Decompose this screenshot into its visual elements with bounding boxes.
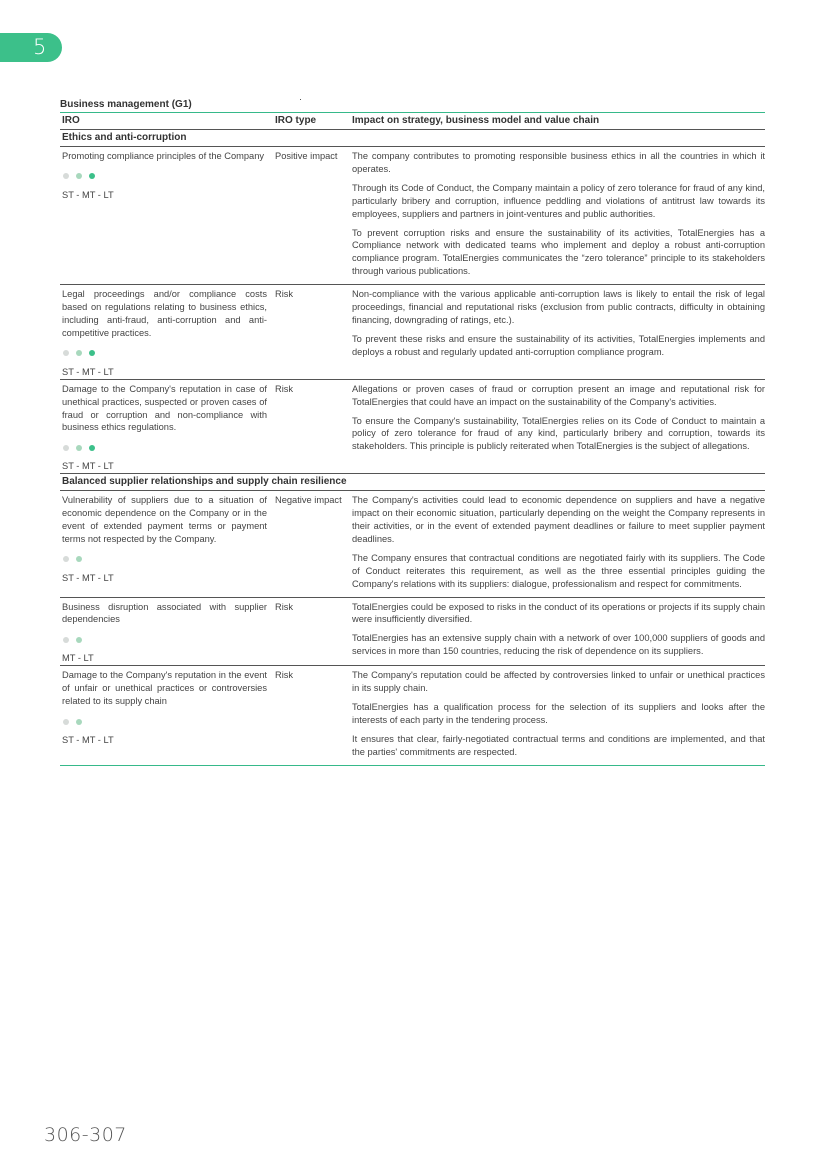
iro-type-cell: Risk [275, 601, 294, 612]
table-row [60, 598, 765, 667]
iro-cell [60, 380, 273, 474]
iro-text: Damage to the Company's reputation in the event of unfair or unethical practices or controversies related to its supply chain [62, 670, 267, 707]
header-impact: Impact on strategy, business model and value chain [352, 115, 600, 126]
iro-cell [60, 666, 273, 764]
materiality-dot [76, 173, 82, 179]
materiality-dots [63, 636, 267, 643]
time-horizon: ST - MT - LT [62, 735, 114, 745]
impact-paragraph: The Company's activities could lead to economic dependence on suppliers and have a negative impact on their economic situation, particularly depending on the weight the Company represents in their activities, or in the event of extended payment deadlines or failure to meet supplier payment deadlines. [352, 495, 765, 544]
iro-text: Legal proceedings and/or compliance costs based on regulations relating to business ethics, including anti-fraud, anti-corruption and anti-competitive practices. [62, 289, 267, 338]
impact-paragraph: To prevent corruption risks and ensure the sustainability of its activities, TotalEnergies has a Compliance network with dedicated teams who implement and deploy a robust anti-corruption compliance program. TotalEnergies communicates the “zero tolerance” principle to its stakeholders through various publications. [352, 227, 765, 277]
impact-paragraph: The Company's reputation could be affected by controversies linked to unfair or unethical practices in its supply chain. [352, 670, 765, 694]
impact-cell [350, 285, 765, 379]
iro-type-cell: Negative impact [275, 495, 342, 506]
materiality-dot [89, 173, 95, 179]
table-row [60, 380, 765, 475]
impact-cell [350, 491, 765, 596]
chapter-tab: 5 [0, 33, 62, 62]
impact-paragraph: Allegations or proven cases of fraud or corruption present an image and reputational risk for TotalEnergies that could have an impact on the sustainability of the Company's activities. [352, 383, 765, 407]
impact-paragraph: TotalEnergies has a qualification process for the selection of its suppliers and looks after the interests of each party in the tendering process. [352, 702, 765, 725]
page-number: 306-307 [44, 1124, 127, 1146]
table-header-row [60, 112, 765, 130]
materiality-dots [63, 350, 267, 357]
impact-cell [350, 666, 765, 764]
header-iro-type: IRO type [275, 115, 317, 126]
iro-text: Business disruption associated with supplier dependencies [62, 601, 267, 625]
time-horizon: ST - MT - LT [62, 366, 114, 377]
impact-paragraph: Non-compliance with the various applicable anti-corruption laws is likely to entail the risk of legal proceedings, financial and reputational risks (exclusion from public contracts, difficulty in obtaining financing, downgrading of ratings, etc.). [352, 289, 765, 325]
time-horizon: ST - MT - LT [62, 189, 114, 200]
table-row [60, 285, 765, 380]
iro-cell [60, 285, 273, 379]
impact-cell [350, 598, 765, 666]
iro-text: Damage to the Company's reputation in case of unethical practices, suspected or proven cases of fraud or corruption and non-compliance with business ethics regulations. [62, 383, 267, 433]
table-body [60, 130, 765, 766]
table-row [60, 147, 765, 285]
table-row [60, 666, 765, 765]
table-container [60, 97, 765, 766]
impact-paragraph: The company contributes to promoting responsible business ethics in all the countries in which it operates. [352, 151, 765, 174]
iro-cell [60, 598, 273, 666]
materiality-dot [76, 556, 82, 562]
materiality-dot [63, 350, 69, 356]
impact-paragraph: To ensure the Company's sustainability, TotalEnergies relies on its Code of Conduct to maintain a policy of zero tolerance for fraud of any kind, particularly bribery and corruption, towards its stakeholders. This principle is publicly reiterated when TotalEnergies is the subject of allegations. [352, 415, 765, 452]
materiality-dot [63, 556, 69, 562]
materiality-dot [76, 445, 82, 451]
time-horizon: ST - MT - LT [62, 572, 114, 583]
table-row [60, 491, 765, 597]
iro-type-cell: Risk [275, 383, 294, 394]
impact-paragraph: To prevent these risks and ensure the sustainability of its activities, TotalEnergies implements and deploys a robust and regularly updated anti-corruption compliance program. [352, 333, 765, 357]
materiality-dot [63, 445, 69, 451]
impact-cell [350, 147, 765, 284]
materiality-dot [76, 350, 82, 356]
materiality-dot [76, 637, 82, 643]
materiality-dot [63, 637, 69, 643]
impact-paragraph: TotalEnergies has an extensive supply chain with a network of over 100,000 suppliers of goods and services in more than 150 countries, reducing the risk of dependence on its suppliers. [352, 633, 765, 657]
iro-type-cell: Risk [275, 670, 294, 681]
materiality-dots [63, 173, 267, 180]
iro-cell [60, 147, 273, 284]
impact-paragraph: Through its Code of Conduct, the Company maintain a policy of zero tolerance for fraud of any kind, particularly bribery and corruption, influence peddling and violations of antitrust law towards its employees, suppliers and partners in joint-ventures and public authorities. [352, 182, 765, 219]
iro-cell [60, 491, 273, 596]
materiality-dot [89, 350, 95, 356]
materiality-dots [63, 718, 267, 725]
iro-text: Vulnerability of suppliers due to a situation of economic dependence on the Company or in the event of extended payment terms or payment terms not respected by the Company. [62, 495, 267, 544]
materiality-dots [63, 444, 267, 451]
time-horizon: ST - MT - LT [62, 461, 114, 472]
materiality-dots [63, 556, 267, 563]
materiality-dot [76, 719, 82, 725]
iro-type-cell: Positive impact [275, 151, 338, 161]
impact-paragraph: The Company ensures that contractual conditions are negotiated fairly with its suppliers. The Code of Conduct reiterates this requirement, as well as the three essential principles guiding the Company's relations with its suppliers: dialogue, professionalism and respect for commitments. [352, 552, 765, 589]
section-header: Ethics and anti-corruption [60, 130, 765, 147]
table-title: Business management (G1) [60, 99, 192, 110]
impact-paragraph: TotalEnergies could be exposed to risks in the conduct of its operations or projects if its supply chain were insufficiently diversified. [352, 601, 765, 625]
iro-text: Promoting compliance principles of the Company [62, 151, 265, 161]
time-horizon: MT - LT [62, 653, 94, 664]
impact-cell [350, 380, 765, 474]
impact-paragraph: It ensures that clear, fairly-negotiated contractual terms and conditions are implemented, and that the parties' commitments are respected. [352, 733, 765, 757]
materiality-dot [63, 173, 69, 179]
materiality-dot [89, 445, 95, 451]
header-iro: IRO [62, 115, 80, 126]
materiality-dot [63, 719, 69, 725]
section-header: Balanced supplier relationships and supply chain resilience [60, 474, 765, 491]
iro-type-cell: Risk [275, 289, 294, 300]
